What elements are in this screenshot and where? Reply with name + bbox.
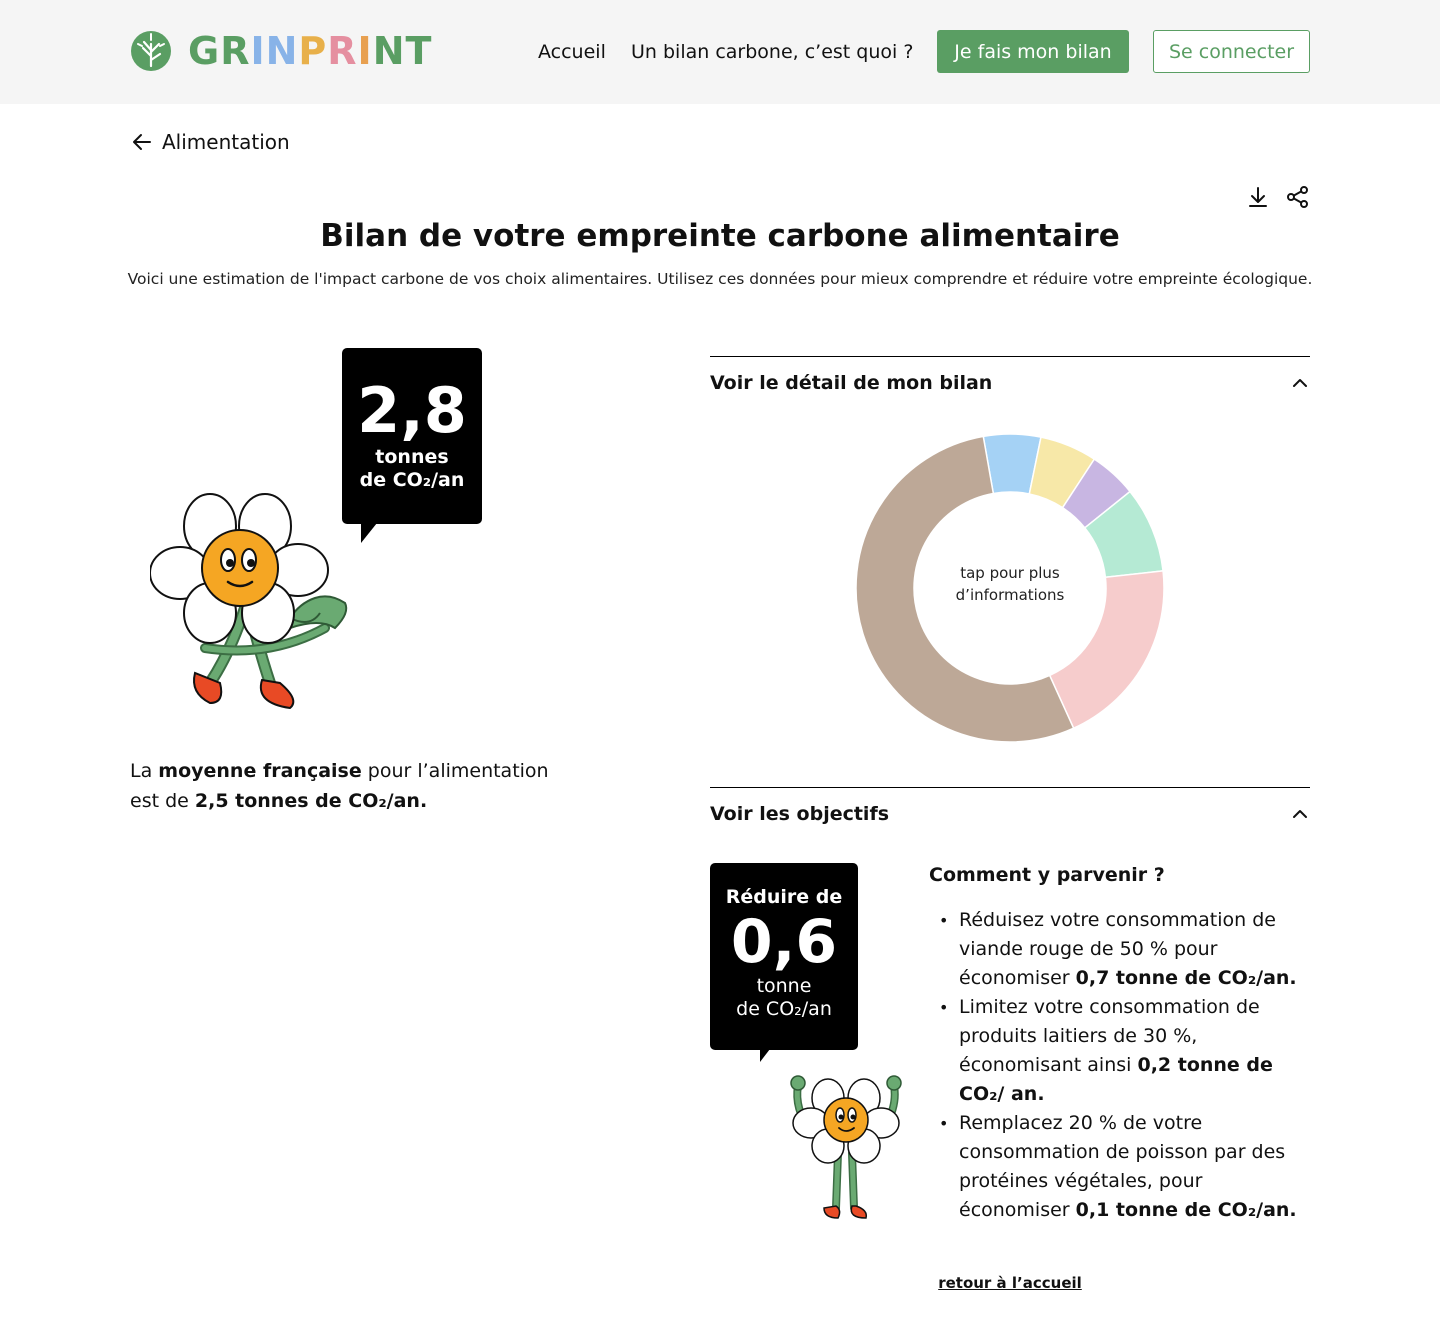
detail-heading: Voir le détail de mon bilan <box>710 372 993 394</box>
how-item: • Remplacez 20 % de votre consommation de poisson par des protéines végétales, pour économiser 0,1 tonne de CO₂/an. <box>937 1109 1312 1225</box>
brand-letter: I <box>250 29 266 73</box>
donut-center-label: tap pour plus d’informations <box>955 564 1065 604</box>
page-subtitle: Voici une estimation de l'impact carbone de vos choix alimentaires. Utilisez ces données pour mieux comprendre et réduire votre empreinte écologique. <box>127 270 1313 288</box>
objective-value: 0,6 <box>730 907 838 977</box>
page-title: Bilan de votre empreinte carbone alimentaire <box>320 218 1120 254</box>
login-button[interactable]: Se connecter <box>1153 30 1310 73</box>
tree-icon <box>130 30 172 72</box>
how-title: Comment y parvenir ? <box>929 864 1165 886</box>
share-icon[interactable] <box>1285 184 1311 210</box>
back-label: Alimentation <box>162 130 290 154</box>
objectives-heading: Voir les objectifs <box>710 803 890 825</box>
objective-bubble <box>710 863 858 1050</box>
brand-name <box>188 30 432 72</box>
brand-letter: R <box>327 29 358 73</box>
detail-divider <box>710 356 1310 357</box>
back-home-link[interactable]: retour à l’accueil <box>938 1274 1082 1292</box>
page-tools <box>1245 184 1311 210</box>
detail-accordion-header[interactable] <box>710 372 1310 394</box>
arrow-left-icon <box>130 130 154 154</box>
download-icon[interactable] <box>1245 184 1271 210</box>
how-item: • Réduisez votre consommation de viande rouge de 50 % pour économiser 0,7 tonne de CO₂/an. <box>937 906 1312 993</box>
objectives-divider <box>710 787 1310 788</box>
flower-mascot-illustration <box>150 488 370 718</box>
back-link[interactable] <box>130 130 290 154</box>
average-text: La moyenne française pour l’alimentation est de 2,5 tonnes de CO₂/an. <box>130 760 549 812</box>
how-item: • Limitez votre consommation de produits laitiers de 30 %, économisant ainsi 0,2 tonne de CO₂/ an. <box>937 993 1312 1109</box>
objective-unit-2: de CO₂/an <box>736 998 832 1020</box>
brand-logo[interactable] <box>130 30 432 72</box>
brand-letter: N <box>265 29 299 73</box>
brand-letter: I <box>357 29 373 73</box>
objectives-accordion-header[interactable] <box>710 803 1310 825</box>
objective-unit-1: tonne <box>756 975 812 997</box>
chevron-up-icon[interactable] <box>1290 804 1310 824</box>
objective-pre: Réduire de <box>725 886 843 908</box>
brand-letter: T <box>405 29 433 73</box>
result-value: 2,8 <box>357 374 467 447</box>
how-list <box>937 906 1312 1225</box>
nav-what-link[interactable]: Un bilan carbone, c’est quoi ? <box>631 40 914 63</box>
brand-letter: R <box>220 29 251 73</box>
flower-mascot-small-illustration <box>776 1068 916 1223</box>
result-unit-2: de CO₂/an <box>359 469 465 491</box>
start-bilan-button[interactable]: Je fais mon bilan <box>937 30 1129 73</box>
brand-letter: N <box>372 29 406 73</box>
top-header <box>0 0 1440 104</box>
nav-home-link[interactable]: Accueil <box>538 40 606 63</box>
brand-letter: P <box>298 29 328 73</box>
result-unit-1: tonnes <box>375 446 449 468</box>
objective-bubble-tail <box>760 1049 770 1062</box>
brand-letter: G <box>188 29 221 73</box>
chevron-up-icon[interactable] <box>1290 373 1310 393</box>
